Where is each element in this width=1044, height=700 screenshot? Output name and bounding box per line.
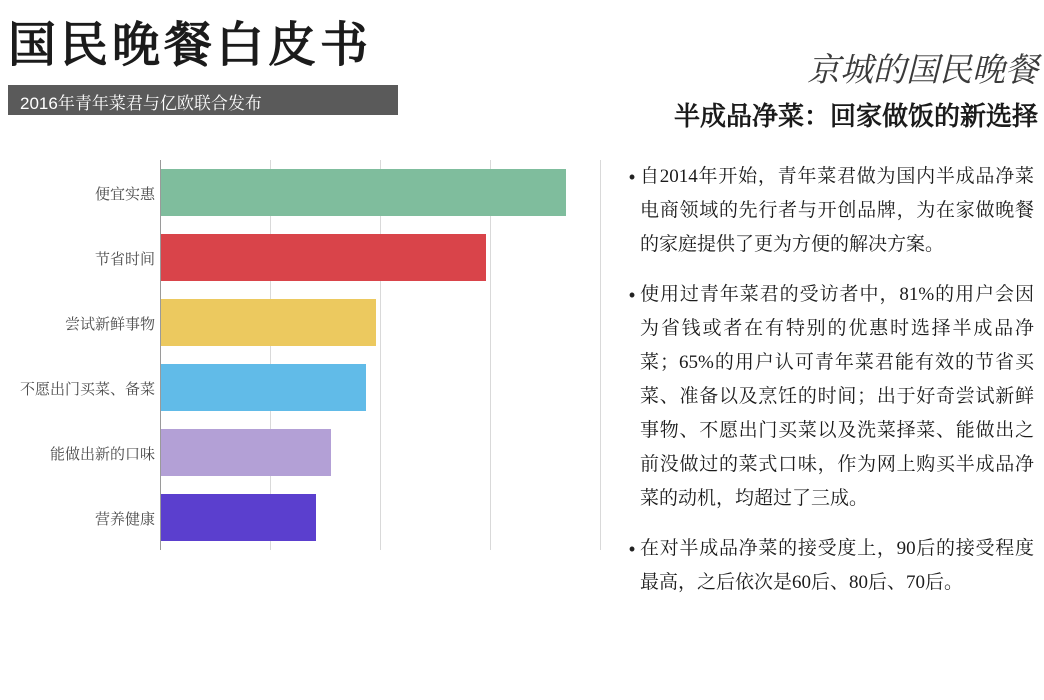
chart-axis-line [160, 160, 161, 550]
subtitle-text: 2016年青年菜君与亿欧联合发布 [20, 94, 262, 113]
chart-bar [161, 494, 316, 541]
chart-plot-area [160, 160, 600, 580]
bullet-dot-icon: • [628, 539, 636, 559]
chart-bar [161, 234, 486, 281]
slide-header [0, 0, 420, 130]
bullet-dot-icon: • [628, 285, 636, 305]
chart-category-label: 便宜实惠 [94, 185, 155, 203]
right-content-panel [600, 0, 1044, 700]
section-subheading: 半成品净菜：回家做饭的新选择 [673, 102, 1038, 131]
chart-bar [161, 299, 376, 346]
list-item-text: 使用过青年菜君的受访者中，81%的用户会因为省钱或者在有特别的优惠时选择半成品净菜；65%的用户认可青年菜君能有效的节省买菜、准备以及烹饪的时间；出于好奇尝试新鲜事物、不愿出门买菜以及洗菜择菜、能做出之前没做过的菜式口味，作为网上购买半成品净菜的动机，均超过了三成。 [640, 284, 1034, 509]
page-title: 国民晚餐白皮书 [8, 19, 373, 72]
list-item [624, 532, 1034, 600]
chart-bar [161, 429, 331, 476]
section-heading: 京城的国民晚餐 [807, 53, 1038, 89]
list-item-text: 在对半成品净菜的接受度上，90后的接受程度最高，之后依次是60后、80后、70后。 [640, 538, 1034, 593]
chart-category-label: 尝试新鲜事物 [64, 315, 155, 333]
bullet-dot-icon: • [628, 167, 636, 187]
list-item-text: 自2014年开始，青年菜君做为国内半成品净菜电商领域的先行者与开创品牌，为在家做晚餐的家庭提供了更为方便的解决方案。 [640, 166, 1034, 255]
chart-category-labels [0, 160, 155, 580]
chart-bar [161, 169, 566, 216]
chart-gridline [490, 160, 491, 550]
chart-category-label: 营养健康 [94, 510, 155, 528]
chart-category-label: 节省时间 [94, 250, 155, 268]
subtitle-banner [8, 85, 398, 115]
bullet-list [624, 160, 1034, 616]
bar-chart [0, 160, 600, 580]
list-item [624, 278, 1034, 516]
chart-gridline [380, 160, 381, 550]
chart-category-label: 能做出新的口味 [49, 445, 155, 463]
list-item [624, 160, 1034, 262]
chart-category-label: 不愿出门买菜、备菜 [19, 380, 155, 398]
chart-bar [161, 364, 366, 411]
chart-gridline [270, 160, 271, 550]
